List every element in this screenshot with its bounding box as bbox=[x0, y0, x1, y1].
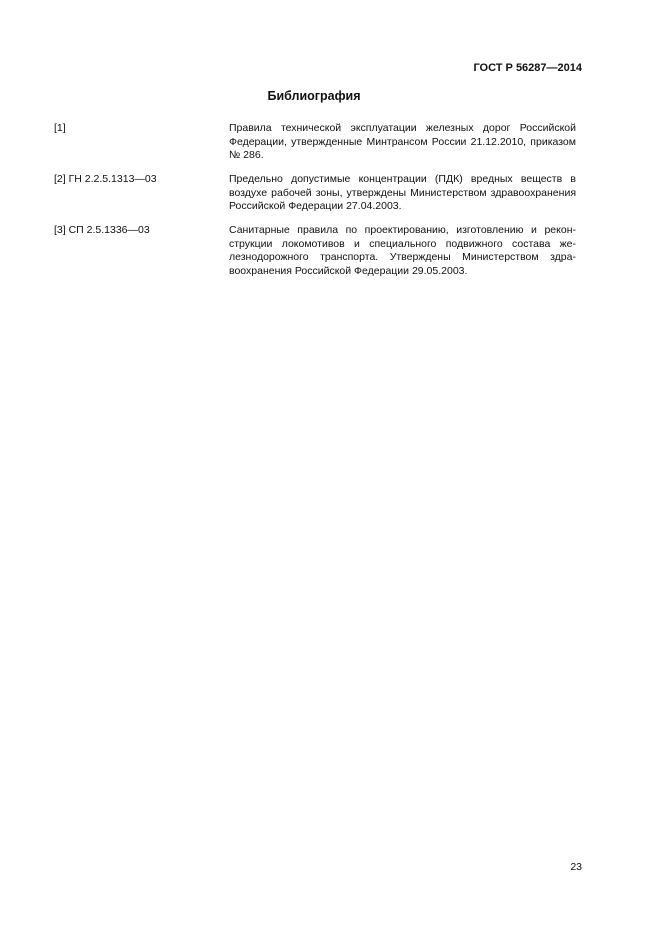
entry-reference: [1] bbox=[54, 122, 66, 134]
document-code: ГОСТ Р 56287—2014 bbox=[473, 62, 582, 74]
page-number: 23 bbox=[570, 861, 582, 873]
entry-description: Санитарные правила по проектированию, изготовлению и реконструкции локомотивов и специального подвижного состава железнодорожного транспорта. Утверждены Министерством здравоохранения Российской Федерации 29.05.2003. bbox=[229, 224, 576, 277]
entry-description: Предельно допустимые концентрации (ПДК) вредных веществ в воздухе рабочей зоны, утверждены Министерством здравоохранения Российской Федерации 27.04.2003. bbox=[229, 173, 576, 212]
bibliography-entry bbox=[54, 122, 576, 163]
entry-reference: [2] ГН 2.2.5.1313—03 bbox=[54, 173, 157, 185]
entry-reference: [3] СП 2.5.1336—03 bbox=[54, 224, 150, 236]
bibliography-title: Библиография bbox=[267, 89, 361, 103]
bibliography-entry bbox=[54, 173, 576, 214]
bibliography-entry bbox=[54, 224, 576, 278]
entry-description: Правила технической эксплуатации железных дорог Российской Федерации, утвержденные Минтрансом России 21.12.2010, приказом № 286. bbox=[229, 122, 576, 161]
